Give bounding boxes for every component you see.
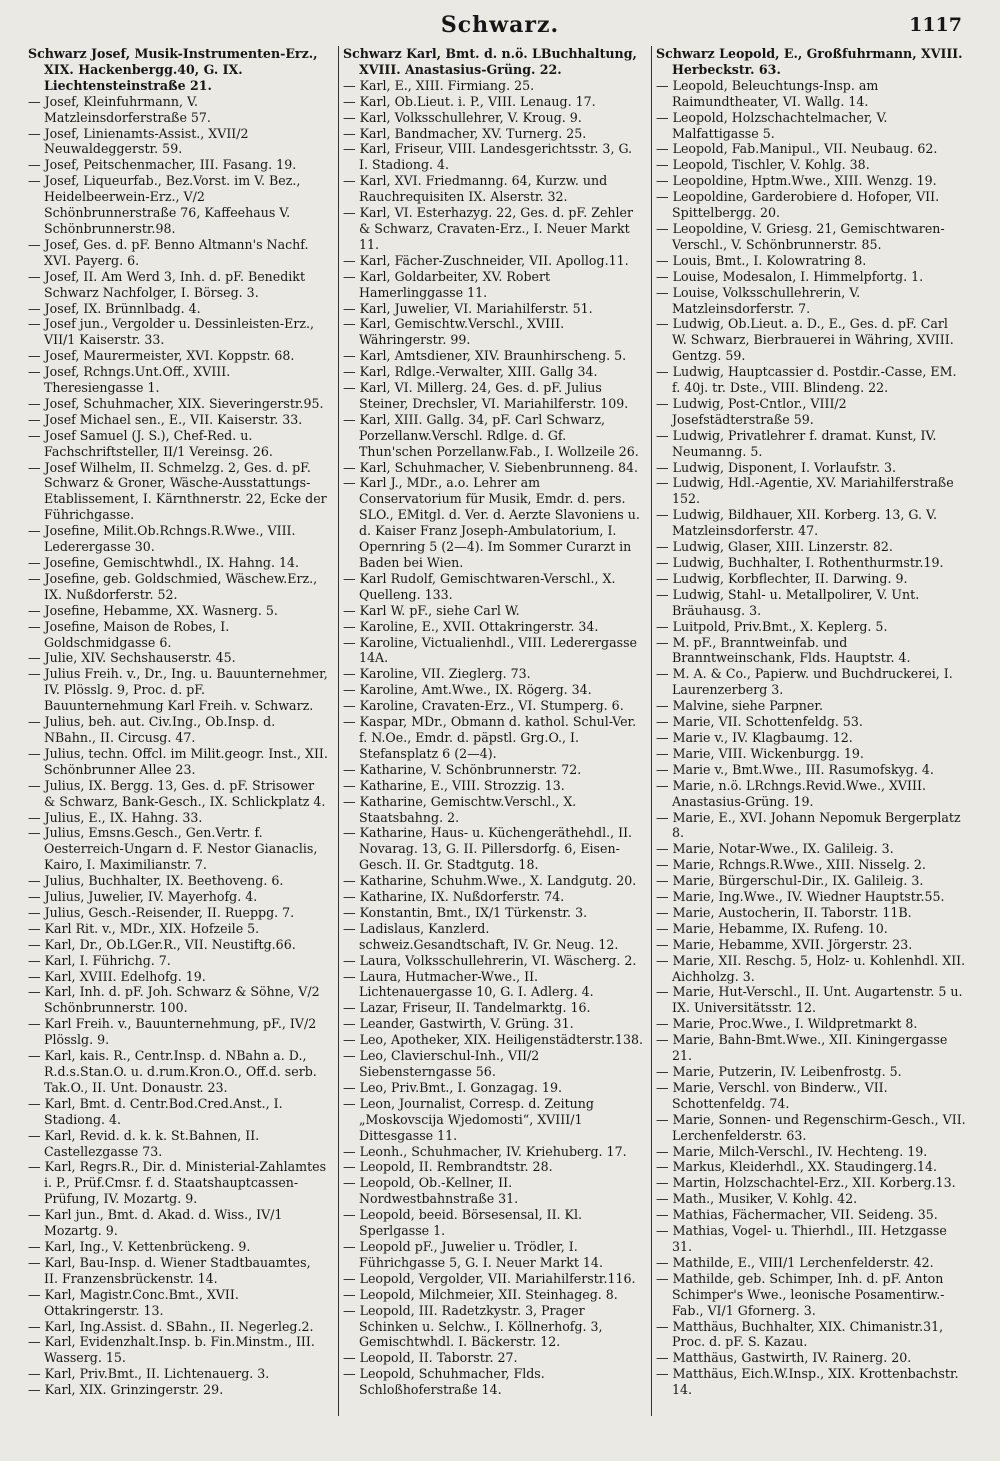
directory-entry: — Karl Freih. v., Bauunternehmung, pF., IV/2 Plösslg. 9. [28, 1016, 317, 1048]
directory-entry: — Ludwig, Disponent, I. Vorlaufstr. 3. [656, 459, 896, 475]
directory-entry: — Josef, Schuhmacher, XIX. Sieveringerstr.95. [28, 395, 324, 411]
directory-entry: — Martin, Holzschachtel-Erz., XII. Korberg.13. [656, 1175, 956, 1191]
directory-entry: — Katharine, Haus- u. Küchengeräthehdl., II. Novarag. 13, G. II. Pillersdorfg. 6, Eisen-Gesch. II. Gr. Stadtgutg. 18. [343, 825, 633, 873]
directory-entry: — Katharine, IX. Nußdorferstr. 74. [343, 889, 565, 905]
directory-entry: — Julius, Gesch.-Reisender, II. Rueppg. 7. [28, 904, 295, 920]
directory-entry: — Karl, kais. R., Centr.Insp. d. NBahn a. D., R.d.s.Stan.O. u. d.rum.Kron.O., Off.d. serb. Tak.O., II. Unt. Donaustr. 23. [28, 1048, 317, 1095]
directory-entry: — Karoline, VII. Zieglerg. 73. [343, 666, 531, 682]
directory-entry: — Karl, Fächer-Zuschneider, VII. Apollog.11. [343, 252, 629, 268]
directory-entry: — Luitpold, Priv.Bmt., X. Keplerg. 5. [656, 618, 888, 634]
directory-entry: — Laura, Hutmacher-Wwe., II. Lichtenauergasse 10, G. I. Adlerg. 4. [343, 968, 594, 1000]
directory-entry: — Karl, Juwelier, VI. Mariahilferstr. 51. [343, 300, 593, 316]
directory-entry: Schwarz Karl, Bmt. d. n.ö. LBuchhaltung, XVIII. Anastasius-Grüng. 22. [343, 46, 637, 77]
directory-entry: — Josef, Liqueurfab., Bez.Vorst. im V. Bez., Heidelbeerwein-Erz., V/2 Schönbrunnerstraße 76, Kaffeehaus V. Schönbrunnerstr.98. [28, 173, 301, 236]
directory-entry: — Marie, Rchngs.R.Wwe., XIII. Nisselg. 2. [656, 857, 926, 873]
directory-entry: — M. pF., Branntweinfab. und Branntweinschank, Flds. Hauptstr. 4. [656, 634, 911, 666]
directory-entry: — Marie, E., XVI. Johann Nepomuk Bergerplatz 8. [656, 809, 961, 841]
directory-entry: — Ladislaus, Kanzlerd. schweiz.Gesandtschaft, IV. Gr. Neug. 12. [343, 920, 619, 952]
directory-entry: — Katharine, V. Schönbrunnerstr. 72. [343, 761, 582, 777]
directory-entry: — Leopold, Tischler, V. Kohlg. 38. [656, 157, 870, 173]
page-title: Schwarz. [440, 12, 560, 38]
directory-entry: — Karoline, Cravaten-Erz., VI. Stumperg. 6. [343, 698, 624, 714]
directory-entry: — Konstantin, Bmt., IX/1 Türkenstr. 3. [343, 904, 588, 920]
directory-entry: — Leo, Clavierschul-Inh., VII/2 Siebensterngasse 56. [343, 1048, 540, 1079]
directory-entry: — Karoline, Victualienhdl., VIII. Lederergasse 14A. [343, 634, 638, 666]
directory-entry: — Julius, E., IX. Hahng. 33. [28, 809, 203, 825]
directory-entry: — Mathias, Fächermacher, VII. Seideng. 35. [656, 1207, 938, 1223]
directory-entry: — Marie, Hebamme, XVII. Jörgerstr. 23. [656, 936, 913, 952]
directory-entry: — Leopold, Ob.-Kellner, II. Nordwestbahnstraße 31. [343, 1175, 519, 1207]
directory-entry: — Leopold, Vergolder, VII. Mariahilferstr.116. [343, 1270, 636, 1286]
directory-entry: — Karl, Evidenzhalt.Insp. b. Fin.Minstm., III. Wasserg. 15. [28, 1334, 315, 1366]
directory-entry: — Josef, Kleinfuhrmann, V. Matzleinsdorferstraße 57. [28, 93, 211, 125]
directory-entry: — Leopold, Holzschachtelmacher, V. Malfattigasse 5. [656, 109, 888, 141]
directory-entry: — Karl, Ing., V. Kettenbrückeng. 9. [28, 1238, 251, 1254]
directory-entry: — Karl, Bmt. d. Centr.Bod.Cred.Anst., I. Stadiong. 4. [28, 1095, 283, 1127]
directory-entry: — Ludwig, Glaser, XIII. Linzerstr. 82. [656, 539, 893, 555]
directory-entry: — Ludwig, Ob.Lieut. a. D., E., Ges. d. pF. Carl W. Schwarz, Bierbrauerei in Währing, XVIII. Gentzg. 59. [656, 316, 954, 364]
directory-entry: — Mathilde, geb. Schimper, Inh. d. pF. Anton Schimper's Wwe., leonische Posamentirw.-Fab., VI/1 Gfornerg. 3. [656, 1270, 945, 1318]
directory-entry: — Lazar, Friseur, II. Tandelmarktg. 16. [343, 1000, 591, 1016]
directory-entry: — Mathilde, E., VIII/1 Lerchenfelderstr. 42. [656, 1254, 934, 1270]
directory-entry: — Leopold pF., Juwelier u. Trödler, I. Führichgasse 5, G. I. Neuer Markt 14. [343, 1238, 603, 1270]
directory-entry: — Leonh., Schuhmacher, IV. Kriehuberg. 17. [343, 1143, 627, 1159]
directory-entry: — Josefine, Milit.Ob.Rchngs.R.Wwe., VIII. Lederergasse 30. [28, 523, 296, 555]
directory-entry: — Matthäus, Eich.W.Insp., XIX. Krottenbachstr. 14. [656, 1366, 959, 1398]
directory-entry: — Katharine, Gemischtw.Verschl., X. Staatsbahng. 2. [343, 793, 577, 825]
directory-entry: — Marie, Putzerin, IV. Leibenfrostg. 5. [656, 1064, 902, 1079]
directory-entry: — Leopold, III. Radetzkystr. 3, Prager Schinken u. Selchw., I. Köllnerhofg. 3, Gemischtwhdl. I. Bäckerstr. 12. [343, 1302, 603, 1350]
directory-entry: — Julie, XIV. Sechshauserstr. 45. [28, 650, 236, 666]
directory-entry: — Karl, Amtsdiener, XIV. Braunhirscheng. 5. [343, 348, 627, 364]
directory-entry: — Math., Musiker, V. Kohlg. 42. [656, 1191, 858, 1207]
directory-entry: — Marie, Austocherin, II. Taborstr. 11B. [656, 904, 912, 920]
page-number: 1117 [909, 14, 962, 36]
directory-entry: — Katharine, Schuhm.Wwe., X. Landgutg. 20. [343, 873, 637, 889]
directory-entry: — Marie, Notar-Wwe., IX. Galileig. 3. [656, 841, 894, 857]
directory-entry: — Leon, Journalist, Corresp. d. Zeitung „Moskovscija Wjedomosti“, XVIII/1 Dittesgasse 11. [343, 1095, 594, 1143]
directory-entry: — Josef, Maurermeister, XVI. Koppstr. 68. [28, 348, 295, 364]
directory-entry: — Josefine, geb. Goldschmied, Wäschew.Erz., IX. Nußdorferstr. 52. [28, 570, 318, 602]
directory-entry: — Josef, IX. Brünnlbadg. 4. [28, 300, 201, 316]
directory-entry: — Leopoldine, V. Griesg. 21, Gemischtwaren-Verschl., V. Schönbrunnerstr. 85. [656, 220, 945, 252]
directory-entry: — Kaspar, MDr., Obmann d. kathol. Schul-Ver. f. N.Oe., Emdr. d. päpstl. Grg.O., I. Stefansplatz 6 (2—4). [343, 714, 637, 761]
directory-entry: — Karl, E., XIII. Firmiang. 25. [343, 77, 535, 93]
directory-entry: — Marie, VIII. Wickenburgg. 19. [656, 745, 864, 761]
directory-entry: — Julius, beh. aut. Civ.Ing., Ob.Insp. d. NBahn., II. Circusg. 47. [28, 714, 276, 745]
directory-entry: — Josef, Peitschenmacher, III. Fasang. 19. [28, 157, 297, 173]
column-3 [656, 46, 966, 1446]
directory-entry: — Malvine, siehe Parpner. [656, 698, 823, 714]
directory-entry: — Leopold, Fab.Manipul., VII. Neubaug. 62. [656, 141, 938, 157]
directory-entry: — Karl, Ing.Assist. d. SBahn., II. Negerleg.2. [28, 1318, 314, 1334]
directory-entry: — Matthäus, Gastwirth, IV. Rainerg. 20. [656, 1350, 912, 1366]
directory-entry: — Josef, Ges. d. pF. Benno Altmann's Nachf. XVI. Payerg. 6. [28, 236, 309, 268]
directory-entry: — Mathias, Vogel- u. Thierhdl., III. Hetzgasse 31. [656, 1223, 947, 1254]
directory-entry: — Marie, XII. Reschg. 5, Holz- u. Kohlenhdl. XII. Aichholzg. 3. [656, 952, 966, 984]
directory-entry: — Karl, Dr., Ob.LGer.R., VII. Neustiftg.66. [28, 936, 296, 952]
column-1 [28, 46, 328, 1446]
directory-entry: — Karl, I. Führichg. 7. [28, 952, 171, 968]
directory-entry: — Louise, Modesalon, I. Himmelpfortg. 1. [656, 268, 924, 284]
directory-entry: — Karl, XVIII. Edelhofg. 19. [28, 968, 206, 984]
directory-entry: — Marie v., Bmt.Wwe., III. Rasumofskyg. 4. [656, 761, 934, 777]
directory-entry: — Karl, Gemischtw.Verschl., XVIII. Währingerstr. 99. [343, 316, 565, 348]
directory-entry: — Marie, n.ö. LRchngs.Revid.Wwe., XVIII. Anastasius-Grüng. 19. [656, 777, 926, 809]
directory-entry: — Josef, Linienamts-Assist., XVII/2 Neuwaldeggerstr. 59. [28, 125, 249, 157]
directory-entry: — Karl, Goldarbeiter, XV. Robert Hamerlinggasse 11. [343, 268, 551, 300]
directory-entry: — Marie, Sonnen- und Regenschirm-Gesch., VII. Lerchenfelderstr. 63. [656, 1111, 966, 1143]
directory-entry: — Josef Wilhelm, II. Schmelzg. 2, Ges. d. pF. Schwarz & Groner, Wäsche-Ausstattungs-Etablissement, I. Kärnthnerstr. 22, Ecke der Führichgasse. [28, 459, 327, 523]
directory-entry: — Karl, Volksschullehrer, V. Kroug. 9. [343, 109, 582, 125]
directory-entry: — Karl, Rdlge.-Verwalter, XIII. Gallg 34. [343, 364, 598, 380]
directory-entry: — Marie, Milch-Verschl., IV. Hechteng. 19. [656, 1143, 928, 1159]
directory-entry: — Leopoldine, Hptm.Wwe., XIII. Wenzg. 19. [656, 173, 937, 189]
directory-entry: — Marie, VII. Schottenfeldg. 53. [656, 714, 863, 730]
directory-entry: — Leo, Priv.Bmt., I. Gonzagag. 19. [343, 1079, 562, 1095]
directory-entry: — Karl, Bau-Insp. d. Wiener Stadtbauamtes, II. Franzensbrückenstr. 14. [28, 1254, 311, 1286]
column-2 [343, 46, 643, 1446]
directory-entry: — Ludwig, Bildhauer, XII. Korberg. 13, G. V. Matzleinsdorferstr. 47. [656, 507, 937, 539]
directory-entry: — Julius, Emsns.Gesch., Gen.Vertr. f. Oesterreich-Ungarn d. F. Nestor Gianaclis, Kairo, I. Maximilianstr. 7. [28, 825, 318, 873]
directory-entry: — Karl, XIII. Gallg. 34, pF. Carl Schwarz, Porzellanw.Verschl. Rdlge. d. Gf. Thun'schen Porzellanw.Fab., I. Wollzeile 26. [343, 411, 639, 459]
directory-entry: — Josefine, Maison de Robes, I. Goldschmidgasse 6. [28, 618, 230, 650]
directory-entry: — Karl, VI. Esterhazyg. 22, Ges. d. pF. Zehler & Schwarz, Cravaten-Erz., I. Neuer Markt 11. [343, 205, 634, 252]
directory-entry: — Leopold, Schuhmacher, Flds. Schloßhoferstraße 14. [343, 1366, 545, 1398]
directory-entry: — Marie, Bürgerschul-Dir., IX. Galileig. 3. [656, 873, 924, 889]
directory-entry: — Marie, Ing.Wwe., IV. Wiedner Hauptstr.55. [656, 889, 945, 905]
column-divider [338, 46, 339, 1416]
directory-entry: — Ludwig, Hauptcassier d. Postdir.-Casse, EM. f. 40j. tr. Dste., VIII. Blindeng. 22. [656, 364, 957, 396]
directory-entry: — Karoline, E., XVII. Ottakringerstr. 34. [343, 618, 599, 634]
directory-entry: — Karl, Magistr.Conc.Bmt., XVII. Ottakringerstr. 13. [28, 1286, 239, 1318]
directory-entry: — Marie, Hut-Verschl., II. Unt. Augartenstr. 5 u. IX. Universitätsstr. 12. [656, 984, 963, 1016]
directory-entry: — Leander, Gastwirth, V. Grüng. 31. [343, 1016, 574, 1032]
directory-entry: — Leopold, beeid. Börsesensal, II. Kl. Sperlgasse 1. [343, 1207, 582, 1239]
directory-entry: — Ludwig, Stahl- u. Metallpolirer, V. Unt. Bräuhausg. 3. [656, 586, 920, 618]
directory-entry: — Julius, techn. Offcl. im Milit.geogr. Inst., XII. Schönbrunner Allee 23. [28, 745, 328, 777]
directory-entry: — Leopold, Beleuchtungs-Insp. am Raimundtheater, VI. Wallg. 14. [656, 77, 879, 109]
column-divider [651, 46, 652, 1416]
directory-entry: — Karl Rudolf, Gemischtwaren-Verschl., X. Quelleng. 133. [343, 570, 616, 602]
directory-entry: — Leopold, II. Taborstr. 27. [343, 1350, 518, 1366]
directory-entry: — Ludwig, Buchhalter, I. Rothenthurmstr.19. [656, 555, 944, 570]
directory-entry: — Julius Freih. v., Dr., Ing. u. Bauunternehmer, IV. Plösslg. 9, Proc. d. pF. Bauunternehmung Karl Freih. v. Schwarz. [28, 666, 328, 714]
directory-entry: — Karl, Inh. d. pF. Joh. Schwarz & Söhne, V/2 Schönbrunnerstr. 100. [28, 984, 320, 1016]
directory-entry: — Katharine, E., VIII. Strozzig. 13. [343, 777, 565, 793]
directory-entry: — Markus, Kleiderhdl., XX. Staudingerg.14. [656, 1159, 937, 1175]
directory-entry: — Karl, Ob.Lieut. i. P., VIII. Lenaug. 17. [343, 93, 596, 109]
directory-entry: — Marie, Verschl. von Binderw., VII. Schottenfeldg. 74. [656, 1079, 888, 1111]
directory-entry: — Karl, Schuhmacher, V. Siebenbrunneng. 84. [343, 459, 638, 475]
directory-entry: — Josef jun., Vergolder u. Dessinleisten-Erz., VII/1 Kaiserstr. 33. [28, 316, 315, 348]
directory-entry: — Marie v., IV. Klagbaumg. 12. [656, 729, 853, 745]
directory-entry: Schwarz Josef, Musik-Instrumenten-Erz., XIX. Hackenbergg.40, G. IX. Liechtensteinstraße 21. [28, 46, 318, 93]
directory-entry: — Karl, XVI. Friedmanng. 64, Kurzw. und Rauchrequisiten IX. Alserstr. 32. [343, 173, 608, 205]
directory-entry: Schwarz Leopold, E., Großfuhrmann, XVIII. Herbeckstr. 63. [656, 46, 963, 77]
directory-entry: — Karl, Friseur, VIII. Landesgerichtsstr. 3, G. I. Stadiong. 4. [343, 141, 633, 173]
directory-entry: — M. A. & Co., Papierw. und Buchdruckerei, I. Laurenzerberg 3. [656, 666, 953, 698]
directory-entry: — Leopold, Milchmeier, XII. Steinhageg. 8. [343, 1286, 618, 1302]
directory-entry: — Karl W. pF., siehe Carl W. [343, 602, 520, 618]
directory-entry: — Ludwig, Korbflechter, II. Darwing. 9. [656, 570, 908, 586]
directory-entry: — Karl J., MDr., a.o. Lehrer am Conservatorium für Musik, Emdr. d. pers. SLO., EMitgl. d. Ver. d. Aerzte Slavoniens u. d. Kaiser Franz Joseph-Ambulatorium, I. Opernring 5 (2—4). Im Sommer Curarzt in Baden bei Wien. [343, 475, 640, 570]
directory-entry: — Julius, Juwelier, IV. Mayerhofg. 4. [28, 889, 258, 905]
directory-entry: — Karl, XIX. Grinzingerstr. 29. [28, 1382, 224, 1398]
directory-entry: — Karl, Priv.Bmt., II. Lichtenauerg. 3. [28, 1366, 270, 1382]
directory-entry: — Josef Samuel (J. S.), Chef-Red. u. Fachschriftsteller, II/1 Vereinsg. 26. [28, 427, 273, 459]
directory-entry: — Karl, Bandmacher, XV. Turnerg. 25. [343, 125, 587, 141]
directory-entry: — Josef Michael sen., E., VII. Kaiserstr. 33. [28, 411, 303, 427]
directory-entry: — Marie, Proc.Wwe., I. Wildpretmarkt 8. [656, 1016, 918, 1032]
directory-entry: — Ludwig, Hdl.-Agentie, XV. Mariahilferstraße 152. [656, 475, 954, 507]
directory-entry: — Josefine, Gemischtwhdl., IX. Hahng. 14. [28, 555, 300, 570]
directory-entry: — Marie, Hebamme, IX. Rufeng. 10. [656, 920, 888, 936]
directory-entry: — Karl, VI. Millerg. 24, Ges. d. pF. Julius Steiner, Drechsler, VI. Mariahilferstr. 109. [343, 380, 629, 411]
directory-entry: — Josef, II. Am Werd 3, Inh. d. pF. Benedikt Schwarz Nachfolger, I. Börseg. 3. [28, 268, 305, 300]
directory-entry: — Julius, Buchhalter, IX. Beethoveng. 6. [28, 873, 284, 889]
directory-entry: — Josef, Rchngs.Unt.Off., XVIII. Theresiengasse 1. [28, 364, 231, 396]
directory-entry: — Karl jun., Bmt. d. Akad. d. Wiss., IV/1 Mozartg. 9. [28, 1207, 283, 1239]
directory-entry: — Marie, Bahn-Bmt.Wwe., XII. Kiningergasse 21. [656, 1032, 948, 1064]
directory-entry: — Louis, Bmt., I. Kolowratring 8. [656, 252, 867, 268]
directory-entry: — Josefine, Hebamme, XX. Wasnerg. 5. [28, 602, 278, 618]
directory-entry: — Karoline, Amt.Wwe., IX. Rögerg. 34. [343, 682, 592, 698]
directory-entry: — Louise, Volksschullehrerin, V. Matzleinsdorferstr. 7. [656, 284, 861, 316]
directory-entry: — Julius, IX. Bergg. 13, Ges. d. pF. Strisower & Schwarz, Bank-Gesch., IX. Schlickplatz 4. [28, 777, 326, 809]
directory-entry: — Karl, Regrs.R., Dir. d. Ministerial-Zahlamtes i. P., Prüf.Cmsr. f. d. Staatshauptcassen-Prüfung, IV. Mozartg. 9. [28, 1159, 327, 1207]
directory-entry: — Leopoldine, Garderobiere d. Hofoper, VII. Spittelbergg. 20. [656, 189, 940, 221]
directory-entry: — Laura, Volksschullehrerin, VI. Wäscherg. 2. [343, 952, 637, 968]
directory-entry: — Karl Rit. v., MDr., XIX. Hofzeile 5. [28, 920, 260, 936]
directory-entry: — Ludwig, Post-Cntlor., VIII/2 Josefstädterstraße 59. [656, 395, 847, 427]
directory-entry: — Ludwig, Privatlehrer f. dramat. Kunst, IV. Neumanng. 5. [656, 427, 937, 459]
page-header [0, 12, 1000, 40]
directory-entry: — Karl, Revid. d. k. k. St.Bahnen, II. Castellezgasse 73. [28, 1127, 260, 1159]
directory-entry: — Leo, Apotheker, XIX. Heiligenstädterstr.138. [343, 1032, 643, 1048]
directory-entry: — Leopold, II. Rembrandtstr. 28. [343, 1159, 553, 1175]
directory-entry: — Matthäus, Buchhalter, XIX. Chimanistr.31, Proc. d. pF. S. Kazau. [656, 1318, 944, 1350]
